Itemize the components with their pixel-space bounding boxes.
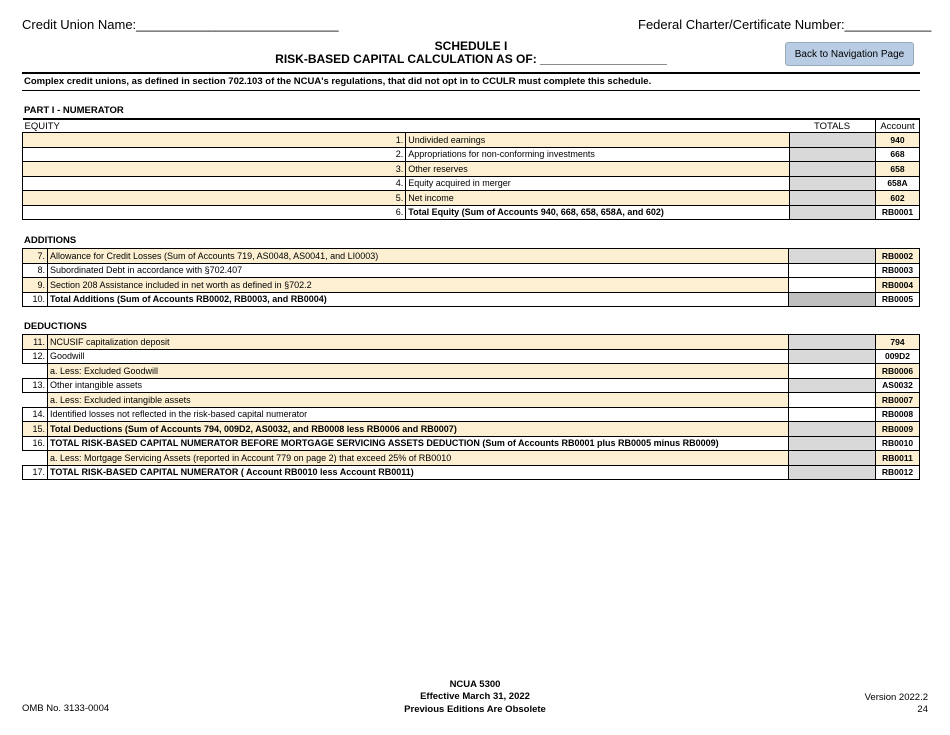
- additions-label: ADDITIONS: [24, 235, 77, 246]
- version-label: Version 2022.2: [864, 692, 928, 703]
- table-row: [23, 436, 920, 451]
- additions-table: [22, 248, 920, 307]
- credit-union-name-field: Credit Union Name:____________________________: [22, 17, 339, 32]
- account-code: 658A: [876, 176, 920, 191]
- header-divider: [22, 72, 920, 74]
- total-input[interactable]: [789, 191, 876, 206]
- table-row: [23, 278, 920, 293]
- line-description: Undivided earnings: [406, 133, 789, 148]
- line-number: 7.: [23, 249, 48, 264]
- line-description: a. Less: Excluded intangible assets: [48, 393, 789, 408]
- line-description: TOTAL RISK-BASED CAPITAL NUMERATOR ( Account RB0010 less Account RB0011): [48, 465, 789, 480]
- total-input[interactable]: [789, 205, 876, 220]
- form-name: NCUA 5300: [449, 679, 501, 690]
- line-description: a. Less: Excluded Goodwill: [48, 364, 789, 379]
- account-code: RB0001: [876, 205, 920, 220]
- account-code: RB0011: [876, 451, 920, 466]
- total-input[interactable]: [789, 147, 876, 162]
- line-number: 3.: [23, 162, 406, 177]
- line-number: 1.: [23, 133, 406, 148]
- line-number: 13.: [23, 378, 48, 393]
- table-row: [23, 147, 920, 162]
- table-row: [23, 335, 920, 350]
- table-row: [23, 393, 920, 408]
- table-row: [23, 191, 920, 206]
- line-description: Other reserves: [406, 162, 789, 177]
- account-code: 794: [876, 335, 920, 350]
- instruction-note: Complex credit unions, as defined in section 702.103 of the NCUA's regulations, that did not opt in to CCULR must complete this schedule.: [24, 76, 652, 87]
- page-number: 24: [917, 704, 928, 715]
- total-input[interactable]: [789, 335, 876, 350]
- line-description: Total Additions (Sum of Accounts RB0002, RB0003, and RB0004): [48, 292, 789, 307]
- table-row: [23, 407, 920, 422]
- total-input[interactable]: [789, 465, 876, 480]
- account-code: RB0010: [876, 436, 920, 451]
- total-input[interactable]: [789, 249, 876, 264]
- total-input[interactable]: [789, 278, 876, 293]
- line-number: 2.: [23, 147, 406, 162]
- schedule-title: SCHEDULE I: [434, 39, 508, 53]
- line-number: 16.: [23, 436, 48, 451]
- total-input[interactable]: [789, 263, 876, 278]
- line-description: Allowance for Credit Losses (Sum of Accounts 719, AS0048, AS0041, and LI0003): [48, 249, 789, 264]
- total-input[interactable]: [789, 292, 876, 307]
- total-input[interactable]: [789, 364, 876, 379]
- account-code: RB0003: [876, 263, 920, 278]
- calculation-title: RISK-BASED CAPITAL CALCULATION AS OF: ___________________: [275, 52, 667, 66]
- total-input[interactable]: [789, 436, 876, 451]
- line-description: NCUSIF capitalization deposit: [48, 335, 789, 350]
- line-number: 11.: [23, 335, 48, 350]
- line-number: [23, 364, 48, 379]
- account-code: RB0008: [876, 407, 920, 422]
- line-number: 10.: [23, 292, 48, 307]
- account-code: 602: [876, 191, 920, 206]
- total-input[interactable]: [789, 378, 876, 393]
- line-description: Other intangible assets: [48, 378, 789, 393]
- back-to-navigation-button[interactable]: Back to Navigation Page: [785, 42, 914, 66]
- line-number: 15.: [23, 422, 48, 437]
- part1-label: PART I - NUMERATOR: [24, 105, 124, 116]
- total-input[interactable]: [789, 451, 876, 466]
- total-input[interactable]: [789, 422, 876, 437]
- account-code: AS0032: [876, 378, 920, 393]
- note-divider: [22, 90, 920, 91]
- line-description: TOTAL RISK-BASED CAPITAL NUMERATOR BEFORE MORTGAGE SERVICING ASSETS DEDUCTION (Sum of Accounts RB0001 plus RB0005 minus RB0009): [48, 436, 789, 451]
- table-row: [23, 364, 920, 379]
- total-input[interactable]: [789, 393, 876, 408]
- account-code: 658: [876, 162, 920, 177]
- table-row: [23, 249, 920, 264]
- line-description: Goodwill: [48, 349, 789, 364]
- deductions-table: [22, 334, 920, 480]
- account-code: RB0004: [876, 278, 920, 293]
- account-code: RB0002: [876, 249, 920, 264]
- total-input[interactable]: [789, 162, 876, 177]
- table-row: [23, 133, 920, 148]
- account-code: RB0007: [876, 393, 920, 408]
- effective-date: Effective March 31, 2022: [420, 691, 530, 702]
- line-number: [23, 451, 48, 466]
- line-number: 9.: [23, 278, 48, 293]
- line-description: a. Less: Mortgage Servicing Assets (reported in Account 779 on page 2) that exceed 25% of RB0010: [48, 451, 789, 466]
- account-code: RB0012: [876, 465, 920, 480]
- deductions-label: DEDUCTIONS: [24, 321, 87, 332]
- obsolete-note: Previous Editions Are Obsolete: [404, 704, 546, 715]
- line-number: 8.: [23, 263, 48, 278]
- total-input[interactable]: [789, 349, 876, 364]
- table-row: [23, 349, 920, 364]
- account-code: 940: [876, 133, 920, 148]
- table-row: [23, 378, 920, 393]
- total-input[interactable]: [789, 133, 876, 148]
- account-code: 009D2: [876, 349, 920, 364]
- table-row: [23, 263, 920, 278]
- table-row: [23, 451, 920, 466]
- account-header: Account: [876, 119, 920, 133]
- charter-number-field: Federal Charter/Certificate Number:____________: [638, 17, 932, 32]
- line-number: 14.: [23, 407, 48, 422]
- account-code: RB0006: [876, 364, 920, 379]
- line-number: [23, 393, 48, 408]
- total-input[interactable]: [789, 407, 876, 422]
- account-code: RB0005: [876, 292, 920, 307]
- table-row: [23, 422, 920, 437]
- line-number: 6.: [23, 205, 406, 220]
- line-number: 4.: [23, 176, 406, 191]
- line-description: Equity acquired in merger: [406, 176, 789, 191]
- line-description: Section 208 Assistance included in net worth as defined in §702.2: [48, 278, 789, 293]
- table-row: [23, 465, 920, 480]
- line-description: Total Deductions (Sum of Accounts 794, 009D2, AS0032, and RB0008 less RB0006 and RB0007): [48, 422, 789, 437]
- table-row: [23, 162, 920, 177]
- totals-header: TOTALS: [789, 119, 876, 133]
- line-number: 12.: [23, 349, 48, 364]
- total-input[interactable]: [789, 176, 876, 191]
- account-code: RB0009: [876, 422, 920, 437]
- account-code: 668: [876, 147, 920, 162]
- equity-header: EQUITY: [23, 119, 790, 133]
- line-number: 17.: [23, 465, 48, 480]
- equity-table: [22, 118, 920, 220]
- line-description: Identified losses not reflected in the risk-based capital numerator: [48, 407, 789, 422]
- table-row: [23, 292, 920, 307]
- table-row: [23, 176, 920, 191]
- line-description: Appropriations for non-conforming investments: [406, 147, 789, 162]
- line-description: Net income: [406, 191, 789, 206]
- line-description: Total Equity (Sum of Accounts 940, 668, 658, 658A, and 602): [406, 205, 789, 220]
- table-row: [23, 205, 920, 220]
- line-description: Subordinated Debt in accordance with §702.407: [48, 263, 789, 278]
- omb-number: OMB No. 3133-0004: [22, 703, 110, 714]
- line-number: 5.: [23, 191, 406, 206]
